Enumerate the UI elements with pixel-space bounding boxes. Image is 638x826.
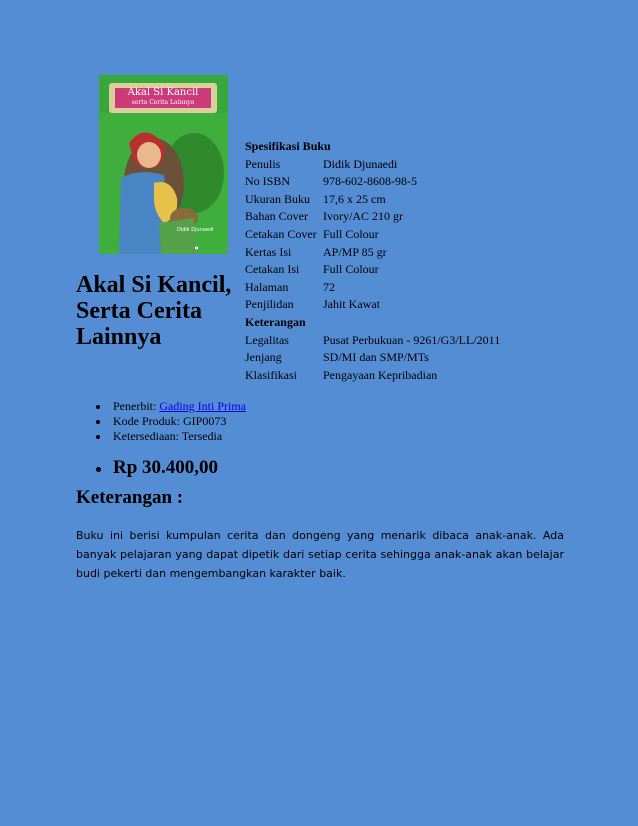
spec-key: Bahan Cover bbox=[245, 209, 308, 224]
description-text: Buku ini berisi kumpulan cerita dan dongeng yang menarik dibaca anak-anak. Ada banyak pelajaran yang dapat dipetik dari setiap cerita sehingga anak-anak akan belajar budi pekerti dan mengembangkan karakter baik. bbox=[76, 529, 564, 580]
spec-value: Pusat Perbukuan - 9261/G3/LL/2011 bbox=[323, 332, 501, 347]
spec-row bbox=[245, 173, 500, 191]
cover-title-banner bbox=[109, 83, 217, 113]
spec-value: Didik Djunaedi bbox=[323, 156, 398, 171]
cover-publisher-logo: ● bbox=[195, 245, 199, 250]
spec-row bbox=[245, 191, 500, 209]
spec-row bbox=[245, 367, 500, 385]
spec-key: Cetakan Isi bbox=[245, 262, 300, 277]
availability-item: Ketersediaan: Tersedia bbox=[96, 429, 246, 444]
spec-heading: Spesifikasi Buku bbox=[245, 139, 331, 153]
spec-key: Klasifikasi bbox=[245, 367, 297, 382]
spec-row bbox=[245, 226, 500, 244]
publisher-item bbox=[96, 399, 246, 414]
spec-key: Cetakan Cover bbox=[245, 226, 317, 241]
spec-key: Penjilidan bbox=[245, 297, 294, 312]
spec-key: Legalitas bbox=[245, 332, 289, 347]
spec-row bbox=[245, 261, 500, 279]
description-heading: Keterangan : bbox=[76, 487, 184, 508]
spec-value: Full Colour bbox=[323, 226, 379, 241]
spec-value: Jahit Kawat bbox=[323, 297, 380, 312]
cover-subtitle: serta Cerita Lainnya bbox=[131, 99, 195, 106]
spec-row bbox=[245, 156, 500, 174]
book-title: Akal Si Kancil, Serta Cerita Lainnya bbox=[76, 272, 232, 350]
spec-row bbox=[245, 244, 500, 262]
spec-value: AP/MP 85 gr bbox=[323, 244, 387, 259]
spec-key: Penulis bbox=[245, 156, 281, 171]
product-info-list bbox=[96, 399, 246, 444]
spec-value: 17,6 x 25 cm bbox=[323, 191, 386, 206]
spec-key: Halaman bbox=[245, 279, 289, 294]
cover-title: Akal Si Kancil bbox=[127, 87, 199, 98]
spec-value: 978-602-8608-98-5 bbox=[323, 174, 417, 189]
spec-heading-keterangan: Keterangan bbox=[245, 314, 306, 329]
publisher-label: Penerbit: bbox=[113, 399, 160, 413]
book-cover-image bbox=[99, 75, 228, 254]
spec-row bbox=[245, 349, 500, 367]
spec-table bbox=[245, 138, 500, 384]
spec-key: No ISBN bbox=[245, 174, 291, 189]
price: Rp 30.400,00 bbox=[96, 457, 218, 479]
spec-row bbox=[245, 332, 500, 350]
spec-row bbox=[245, 296, 500, 314]
publisher-link[interactable]: Gading Inti Prima bbox=[159, 399, 246, 413]
spec-value: SD/MI dan SMP/MTs bbox=[323, 350, 429, 365]
spec-value: Full Colour bbox=[323, 262, 379, 277]
spec-value: Pengayaan Kepribadian bbox=[323, 367, 438, 382]
spec-row bbox=[245, 279, 500, 297]
spec-key: Kertas Isi bbox=[245, 244, 292, 259]
spec-row bbox=[245, 208, 500, 226]
spec-key: Ukuran Buku bbox=[245, 191, 310, 206]
cover-author: Didik Djunaedi bbox=[177, 227, 214, 233]
product-code-item: Kode Produk: GIP0073 bbox=[96, 414, 246, 429]
spec-key: Jenjang bbox=[245, 350, 282, 365]
spec-value: 72 bbox=[323, 279, 335, 294]
spec-value: Ivory/AC 210 gr bbox=[323, 209, 403, 224]
